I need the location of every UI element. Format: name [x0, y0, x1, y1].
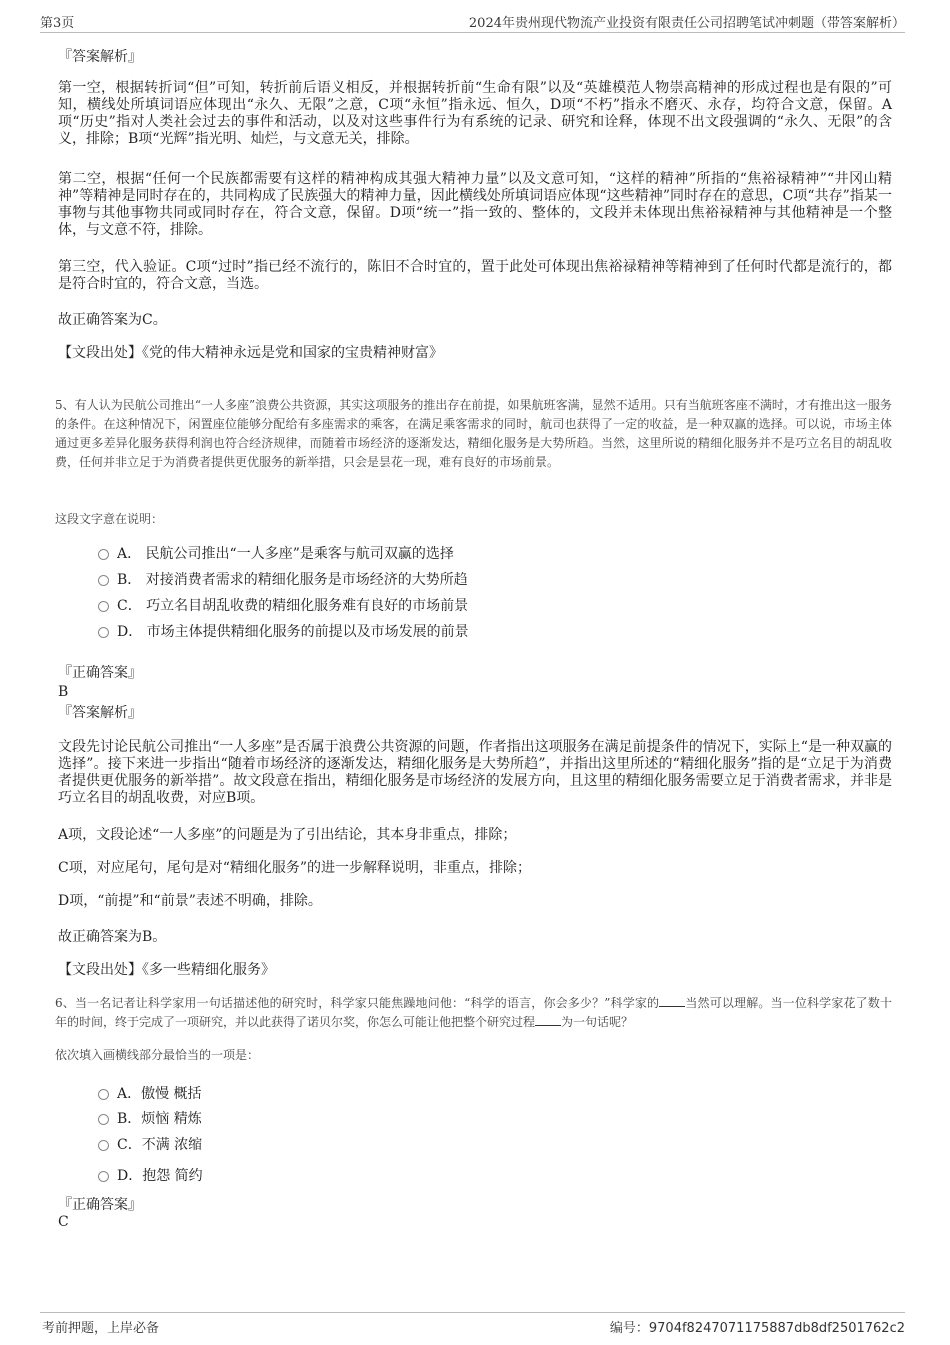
- q5-option-b-label: B． 对接消费者需求的精细化服务是市场经济的大势所趋: [117, 572, 468, 588]
- q4-source: 【文段出处】《党的伟大精神永远是党和国家的宝贵精神财富》: [58, 345, 443, 361]
- radio-icon[interactable]: [98, 1171, 109, 1182]
- q6-answer-label: 『正确答案』: [58, 1197, 142, 1213]
- q5-analysis-label: 『答案解析』: [58, 705, 142, 721]
- q6-stem-part2: 当然可以理解。当一位科学家花了数十年的时间，终于完成了一项研究，并以此获得了诺贝尔奖，你怎么可能让他把整个研究过程: [55, 996, 892, 1029]
- radio-icon[interactable]: [98, 1089, 109, 1100]
- q6-option-c-label: C．不满 浓缩: [117, 1137, 203, 1153]
- q4-analysis-para1: 第一空，根据转折词“但”可知，转折前后语义相反，并根据转折前“生命有限”以及“英雄模范人物崇高精神的形成过程也是有限的”可知，横线处所填词语应体现出“永久、无限”之意，C项“永恒”指永远、恒久，D项“不朽”指永不磨灭、永存，均符合文意，保留。A项“历史”指对人类社会过去的事件和活动，以及对这些事件行为有系统的记录、研究和诠释，体现不出文段强调的“永久、无限”的含义，排除；B项“光辉”指光明、灿烂，与文意无关，排除。: [58, 80, 892, 147]
- q6-option-c[interactable]: [98, 1136, 202, 1154]
- q5-analysis-para4: D项，“前提”和“前景”表述不明确，排除。: [58, 893, 322, 909]
- radio-icon[interactable]: [98, 1114, 109, 1125]
- q6-option-b[interactable]: [98, 1110, 202, 1128]
- q5-answer-label: 『正确答案』: [58, 665, 142, 681]
- radio-icon[interactable]: [98, 601, 109, 612]
- q4-analysis-para3: 第三空，代入验证。C项“过时”指已经不流行的，陈旧不合时宜的，置于此处可体现出焦裕禄精神等精神到了任何时代都是流行的，都是符合时宜的，符合文意，当选。: [58, 259, 892, 292]
- q6-option-d-label: D．抱怨 简约: [117, 1168, 203, 1184]
- q4-analysis-label: 『答案解析』: [58, 49, 142, 65]
- footer-slogan: 考前押题，上岸必备: [42, 1321, 160, 1336]
- q6-prompt: 依次填入画横线部分最恰当的一项是：: [55, 1048, 260, 1062]
- q5-option-a-label: A． 民航公司推出“一人多座”是乘客与航司双赢的选择: [117, 546, 454, 562]
- q6-stem: [55, 994, 892, 1032]
- page-header: [40, 12, 905, 33]
- q5-source: 【文段出处】《多一些精细化服务》: [58, 962, 275, 978]
- q6-blank-1: [659, 994, 685, 1007]
- q6-blank-2: [535, 1013, 561, 1026]
- q5-option-c[interactable]: [98, 597, 468, 615]
- q5-conclusion: 故正确答案为B。: [58, 929, 167, 945]
- radio-icon[interactable]: [98, 549, 109, 560]
- radio-icon[interactable]: [98, 627, 109, 638]
- q5-analysis-para1: 文段先讨论民航公司推出“一人多座”是否属于浪费公共资源的问题，作者指出这项服务在满足前提条件的情况下，实际上“是一种双赢的选择”。接下来进一步指出“随着市场经济的逐渐发达，精细化服务是大势所趋”，并指出这里所述的“精细化服务”指的是“立足于为消费者提供更优服务的新举措”。故文段意在指出，精细化服务是市场经济的发展方向，且这里的精细化服务需要立足于消费者需求，并非是巧立名目的胡乱收费，对应B项。: [58, 739, 892, 806]
- footer-code-label: 编号：: [609, 1321, 649, 1336]
- q6-stem-part3: 为一句话呢？: [561, 1015, 634, 1029]
- q6-option-b-label: B．烦恼 精炼: [117, 1111, 202, 1127]
- q6-option-a-label: A．傲慢 概括: [117, 1086, 202, 1102]
- footer-code-value: 9704f8247071175887db8df2501762c2: [648, 1321, 905, 1336]
- q5-stem: 5、有人认为民航公司推出“一人多座”浪费公共资源，其实这项服务的推出存在前提，如果航班客满，显然不适用。只有当航班客座不满时，才有推出这一服务的条件。在这种情况下，闲置座位能够分配给有多座需求的乘客，在满足乘客需求的同时，航司也获得了一定的收益，是一种双赢的选择。可以说，市场主体通过更多差异化服务获得利润也符合经济规律，而随着市场经济的逐渐发达，精细化服务是大势所趋。当然，这里所说的精细化服务并不是巧立名目的胡乱收费，任何并非立足于为消费者提供更优服务的新举措，只会是昙花一现，难有良好的市场前景。: [55, 398, 892, 469]
- q5-option-b[interactable]: [98, 571, 468, 589]
- q5-option-d-label: D． 市场主体提供精细化服务的前提以及市场发展的前景: [117, 624, 469, 640]
- q6-answer: C: [58, 1214, 69, 1230]
- footer-code: [610, 1317, 905, 1336]
- q5-option-a[interactable]: [98, 545, 454, 563]
- page-number: 第3页: [40, 16, 75, 31]
- q4-analysis-para2: 第二空，根据“任何一个民族都需要有这样的精神构成其强大精神力量”以及文意可知，“这样的精神”所指的“焦裕禄精神”“井冈山精神”等精神是同时存在的，共同构成了民族强大的精神力量，因此横线处所填词语应体现“这些精神”同时存在的意思，C项“共存”指某一事物与其他事物共同或同时存在，符合文意，保留。D项“统一”指一致的、整体的，文段并未体现出焦裕禄精神与其他精神是一个整体，与文意不符，排除。: [58, 171, 892, 238]
- q5-answer: B: [58, 684, 69, 700]
- q5-analysis-para2: A项，文段论述“一人多座”的问题是为了引出结论，其本身非重点，排除；: [58, 827, 517, 843]
- q6-stem-part1: 6、当一名记者让科学家用一句话描述他的研究时，科学家只能焦躁地问他：“科学的语言，你会多少？”科学家的: [55, 996, 660, 1010]
- q5-option-c-label: C． 巧立名目胡乱收费的精细化服务难有良好的市场前景: [117, 598, 469, 614]
- document-title: 2024年贵州现代物流产业投资有限责任公司招聘笔试冲刺题（带答案解析）: [468, 16, 905, 31]
- page-footer: [40, 1312, 905, 1338]
- radio-icon[interactable]: [98, 575, 109, 586]
- q4-conclusion: 故正确答案为C。: [58, 312, 167, 328]
- q6-option-a[interactable]: [98, 1085, 202, 1103]
- radio-icon[interactable]: [98, 1140, 109, 1151]
- q5-prompt: 这段文字意在说明：: [55, 512, 164, 526]
- q6-option-d[interactable]: [98, 1167, 203, 1185]
- q5-option-d[interactable]: [98, 623, 469, 641]
- q5-analysis-para3: C项，对应尾句，尾句是对“精细化服务”的进一步解释说明，非重点，排除；: [58, 860, 532, 876]
